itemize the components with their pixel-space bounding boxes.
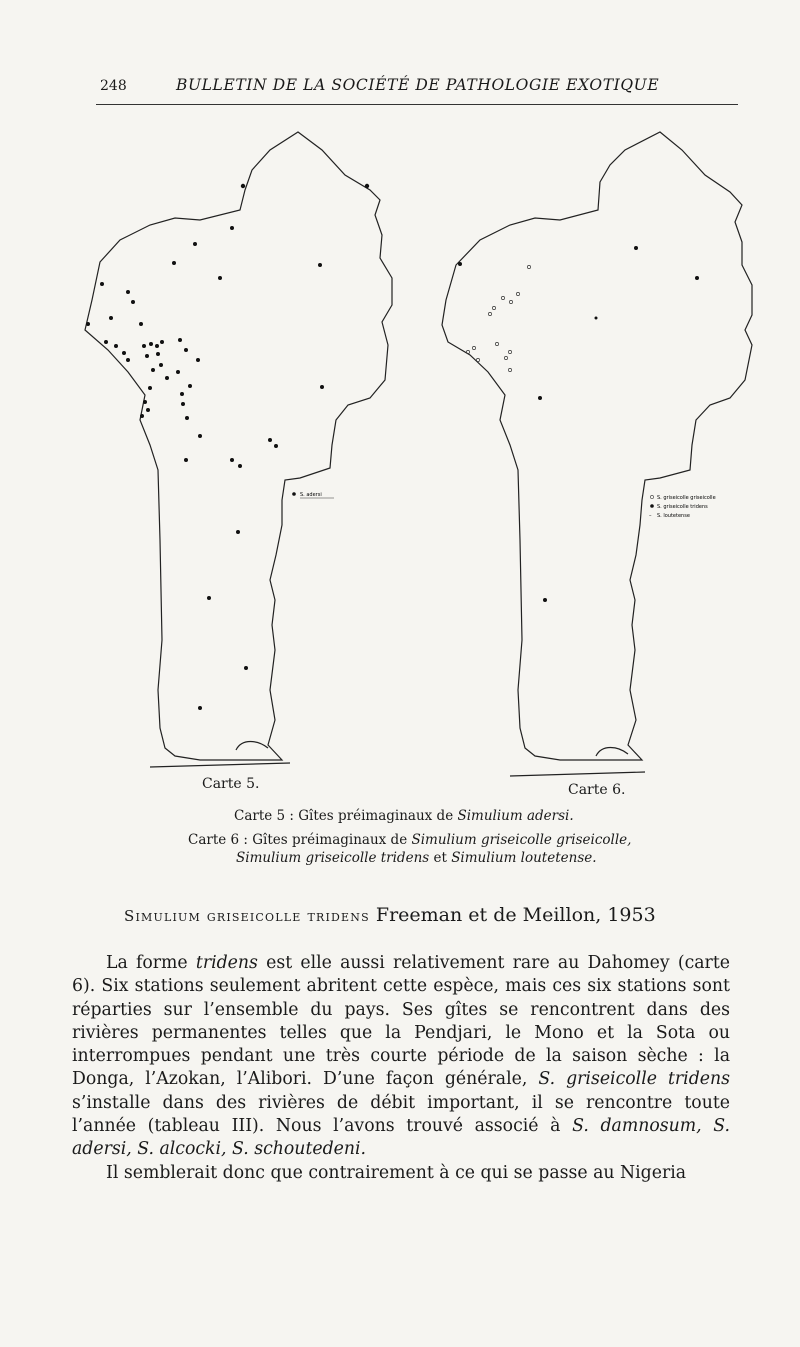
paragraph-2: Il semblerait donc que contrairement à ce qui se passe au Nigeria (106, 1162, 687, 1183)
map-6 (442, 132, 752, 776)
map-6-lagoon (596, 748, 628, 757)
section-heading (124, 904, 656, 926)
map-6-legend (648, 493, 736, 519)
caption-map-6-line-1: Carte 6 : Gîtes préimaginaux de Simulium griseicolle griseicolle, (188, 832, 632, 848)
species-authors: Freeman et de Meillon, 1953 (369, 904, 656, 926)
map-6-points-filled (458, 246, 699, 602)
map-6-points-open (466, 265, 530, 371)
map-6-label: Carte 6. (568, 782, 626, 798)
journal-title: BULLETIN DE LA SOCIÉTÉ DE PATHOLOGIE EXOTIQUE (176, 76, 660, 94)
svg-text:–: – (649, 513, 652, 519)
map-5-lagoon (236, 742, 268, 751)
map-6-legend-item-1: S. griseicolle griseicolle (657, 495, 716, 501)
map-5-legend-label: S. adersi (300, 492, 322, 498)
map-5-points (86, 184, 369, 710)
body-text (72, 952, 730, 1185)
caption-map-5: Carte 5 : Gîtes préimaginaux de Simulium adersi. (234, 808, 574, 824)
caption-map-6-line-2: Simulium griseicolle tridens et Simulium loutetense. (236, 850, 597, 866)
map-6-legend-item-3: S. loutetense (657, 513, 690, 519)
species-name: Simulium griseicolle tridens (124, 907, 370, 925)
page-number: 248 (100, 78, 127, 94)
map-5-border (85, 132, 392, 760)
map-5 (85, 132, 392, 767)
map-5-legend (292, 492, 334, 498)
map-6-border (442, 132, 752, 760)
map-6-coast (510, 772, 645, 776)
map-6-legend-item-2: S. griseicolle tridens (657, 504, 708, 510)
map-5-coast (150, 763, 290, 767)
paragraph-1: La forme tridens est elle aussi relativement rare au Dahomey (carte 6). Six stations seulement abritent cette espèce, mais ces six stations sont réparties sur l’ensemble du pays. Ses gîtes se rencontrent dans des rivières permanentes telles que la Pendjari, le Mono et la Sota ou interrompues pendant une très courte période de la saison sèche : la Donga, l’Azokan, l’Alibori. D’une façon générale, S. griseicolle tridens s’installe dans des rivières de débit important, il se rencontre toute l’année (tableau III). Nous l’avons trouvé associé à S. damnosum, S. adersi, S. alcocki, S. schoutedeni. (72, 953, 731, 1160)
map-5-label: Carte 5. (202, 776, 260, 792)
